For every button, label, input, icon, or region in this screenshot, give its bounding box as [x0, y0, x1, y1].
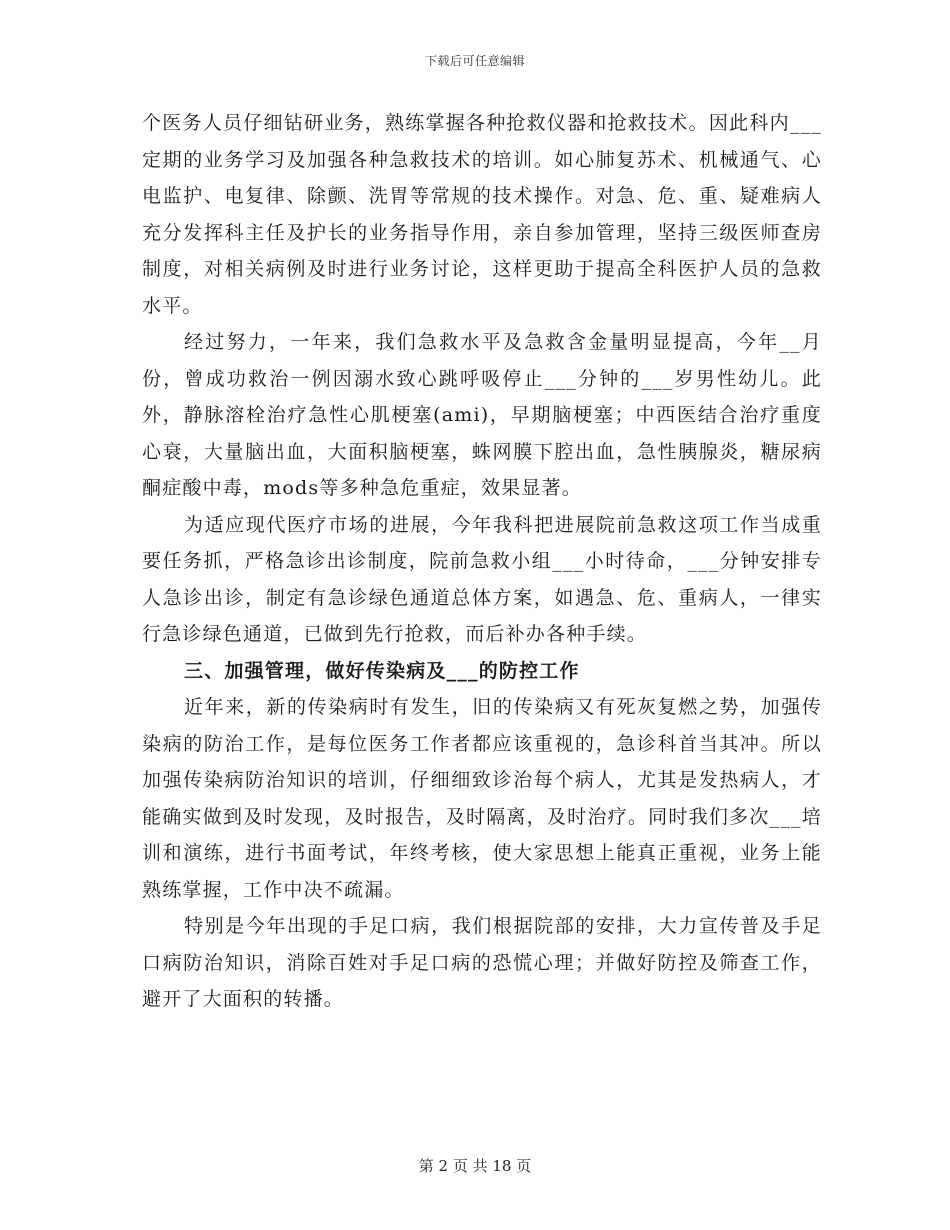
page-number: 第 2 页 共 18 页 — [418, 1157, 532, 1175]
paragraph-training: 个医务人员仔细钻研业务，熟练掌握各种抢救仪器和抢救技术。因此科内___定期的业务学习及加强各种急救技术的培训。如心肺复苏术、机械通气、心电监护、电复律、除颤、洗胃等常规的技术操作。对急、危、重、疑难病人充分发挥科主任及护长的业务指导作用，亲自参加管理，坚持三级医师查房制度，对相关病例及时进行业务讨论，这样更助于提高全科医护人员的急救水平。 — [142, 112, 822, 317]
paragraph-infectious-disease: 近年来，新的传染病时有发生，旧的传染病又有死灰复燃之势，加强传染病的防治工作，是每位医务工作者都应该重视的，急诊科首当其冲。所以加强传染病防治知识的培训，仔细细致诊治每个病人，尤其是发热病人，才能确实做到及时发现，及时报告，及时隔离，及时治疗。同时我们多次___培训和演练，进行书面考试，年终考核，使大家思想上能真正重视，业务上能熟练掌握，工作中决不疏漏。 — [142, 696, 822, 901]
paragraph-hfmd: 特别是今年出现的手足口病，我们根据院部的安排，大力宣传普及手足口病防治知识，消除百姓对手足口病的恐慌心理；并做好防控及筛查工作，避开了大面积的转播。 — [142, 915, 822, 1010]
paragraph-prehospital: 为适应现代医疗市场的进展，今年我科把进展院前急救这项工作当成重要任务抓，严格急诊出诊制度，院前急救小组___小时待命，___分钟安排专人急诊出诊，制定有急诊绿色通道总体方案，如遇急、危、重病人，一律实行急诊绿色通道，已做到先行抢救，而后补办各种手续。 — [142, 513, 822, 645]
document-body — [142, 105, 822, 1018]
section-heading-infection-control: 三、加强管理，做好传染病及___的防控工作 — [184, 659, 580, 682]
paragraph-emergency-results: 经过努力，一年来，我们急救水平及急救含金量明显提高，今年__月份，曾成功救治一例因溺水致心跳呼吸停止___分钟的___岁男性幼儿。此外，静脉溶栓治疗急性心肌梗塞(ami)，早期脑梗塞；中西医结合治疗重度心衰，大量脑出血，大面积脑梗塞，蛛网膜下腔出血，急性胰腺炎，糖尿病酮症酸中毒，mods等多种急危重症，效果显著。 — [142, 331, 822, 499]
page-header: 下载后可任意编辑 — [424, 54, 525, 68]
